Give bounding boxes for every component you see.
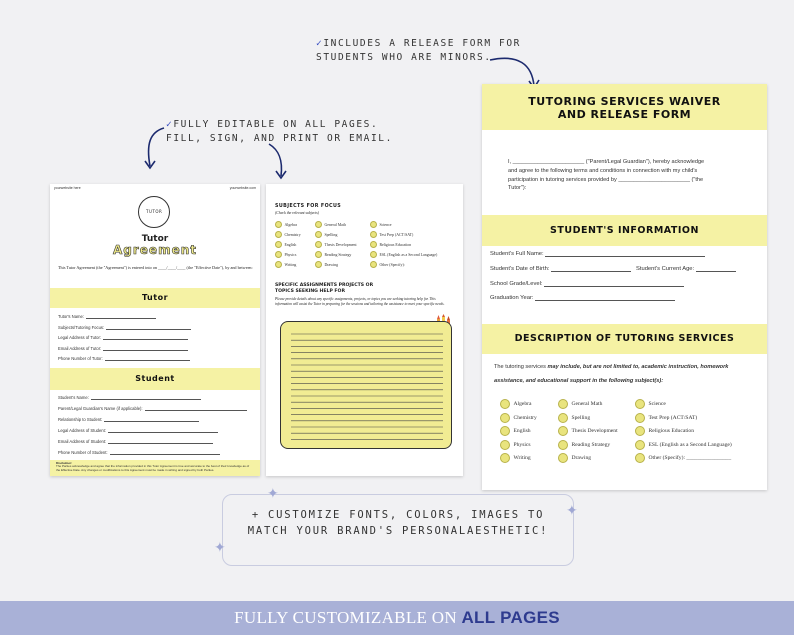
subject-option[interactable]: Chemistry — [500, 413, 537, 423]
checkbox-bubble[interactable] — [558, 399, 568, 409]
checkbox-bubble[interactable] — [370, 261, 377, 268]
form-field[interactable]: Legal Address of Tutor: — [58, 335, 188, 340]
description-text: The tutoring services may include, but are not limited to, academic instruction, homework assistance, and educational support in the following subject(s): — [494, 364, 729, 384]
checkbox-bubble[interactable] — [275, 221, 282, 228]
assignments-heading: SPECIFIC ASSIGNMENTS PROJECTS OR TOPICS SEEKING HELP FOR — [275, 283, 374, 294]
checkbox-bubble[interactable] — [315, 221, 322, 228]
checkbox-bubble[interactable] — [315, 251, 322, 258]
notes-lines — [281, 322, 453, 450]
logo-seal: TUTOR — [138, 196, 170, 228]
checkbox-bubble[interactable] — [370, 241, 377, 248]
subject-option[interactable]: Other (Specify): ________________ — [635, 453, 731, 463]
editable-callout: ✓FULLY EDITABLE ON ALL PAGES. FILL, SIGN, AND PRINT OR EMAIL. — [166, 119, 393, 144]
subjects-page: SUBJECTS FOR FOCUS (Check the relevant subjects) SPECIFIC ASSIGNMENTS PROJECTS OR TOPICS SEEKING HELP FOR Please provide details about any specific assignments, projects, or topics you are seeking tutoring help for. This information will assist the Tutor in preparing for the sessions and tailoring the assistance to meet your specific needs. Algebra Chemistry English Physics Writing General Math Spelling Thesis Development Reading Strategy Drawing Science Test Prep (ACT/SAT) Religious Education ESL (English as a Second Language) Other (Specify): — [266, 184, 463, 476]
grade-field[interactable]: School Grade/Level: — [490, 281, 684, 287]
subject-option[interactable]: General Math — [315, 221, 346, 228]
checkbox-bubble[interactable] — [315, 261, 322, 268]
sparkle-icon: ✦ — [214, 540, 226, 556]
subject-option[interactable]: Physics — [275, 251, 296, 258]
checkbox-bubble[interactable] — [558, 426, 568, 436]
subject-option[interactable]: Chemistry — [275, 231, 301, 238]
subject-option[interactable]: Algebra — [275, 221, 297, 228]
form-field[interactable]: Tutor's Name: — [58, 314, 156, 319]
subject-option[interactable]: Drawing — [315, 261, 338, 268]
checkbox-bubble[interactable] — [370, 251, 377, 258]
tutor-agreement-page: yourwebsite here yourwebsite.com TUTOR Tutor Agreement This Tutor Agreement (the "Agreement") is entered into on ____/____/____ (the "Effective Date"), by and between: Tutor Student Disclaimer: The Parties acknowledge and agree that the information provided in this Tutor Agreement is true and accurate to the best of their knowledge as of the Effective Date. Any changes or modifications to this Agreement must be made in writing and signed by both Parties. Tutor's Name: Subjects/Tutoring Focus: Legal Address of Tutor: Email Address of Tutor: Phone Number of Tutor: Student's Name: Parent/Legal Guardian's Name (if applicable): Relationship to Student: Legal Address of Student: Email Address of Student: Phone Number of Student: — [50, 184, 260, 476]
subject-option[interactable]: Thesis Development — [558, 426, 618, 436]
sparkle-icon: ✦ — [566, 503, 578, 519]
form-field[interactable]: Parent/Legal Guardian's Name (if applicable): — [58, 406, 247, 411]
sparkle-icon: ✦ — [267, 486, 279, 502]
form-field[interactable]: Phone Number of Student: — [58, 450, 220, 455]
subject-option[interactable]: Reading Strategy — [315, 251, 351, 258]
subject-option[interactable]: Spelling — [315, 231, 337, 238]
subject-option[interactable]: Test Prep (ACT/SAT) — [635, 413, 697, 423]
checkbox-bubble[interactable] — [500, 426, 510, 436]
subject-option[interactable]: Other (Specify): — [370, 261, 405, 268]
checkbox-bubble[interactable] — [635, 440, 645, 450]
footer-banner: FULLY CUSTOMIZABLE ON ALL PAGES — [0, 601, 794, 635]
tutor-section-band: Tutor — [50, 288, 260, 308]
release-callout: ✓INCLUDES A RELEASE FORM FOR STUDENTS WHO ARE MINORS. — [316, 38, 521, 63]
subject-option[interactable]: ESL (English as a Second Language) — [635, 440, 732, 450]
subject-option[interactable]: Reading Strategy — [558, 440, 610, 450]
check-icon: ✓ — [166, 119, 174, 130]
subjects-heading: SUBJECTS FOR FOCUS — [275, 204, 342, 209]
subject-option[interactable]: English — [500, 426, 531, 436]
description-band: DESCRIPTION OF TUTORING SERVICES — [482, 324, 767, 354]
form-field[interactable]: Legal Address of Student: — [58, 428, 218, 433]
student-info-band: STUDENT'S INFORMATION — [482, 215, 767, 246]
checkbox-bubble[interactable] — [635, 399, 645, 409]
acknowledgement-text: I, _______________________ ("Parent/Legal Guardian"), hereby acknowledge and agree to the following terms and conditions in connection with my child's participation in tutoring services provided by _______________________ ("the Tutor"): — [508, 159, 705, 192]
subject-option[interactable]: Religious Education — [635, 426, 694, 436]
page-title: Tutor — [141, 234, 169, 244]
graduation-field[interactable]: Graduation Year: — [490, 295, 675, 301]
full-name-field[interactable]: Student's Full Name: — [490, 251, 705, 257]
form-field[interactable]: Phone Number of Tutor: — [58, 356, 190, 361]
checkbox-bubble[interactable] — [315, 241, 322, 248]
checkbox-bubble[interactable] — [635, 426, 645, 436]
age-field[interactable]: Student's Current Age: — [636, 266, 736, 272]
checkbox-bubble[interactable] — [558, 413, 568, 423]
subject-option[interactable]: Drawing — [558, 453, 591, 463]
subject-option[interactable]: Writing — [275, 261, 296, 268]
checkbox-bubble[interactable] — [558, 440, 568, 450]
subject-option[interactable]: Writing — [500, 453, 531, 463]
checkbox-bubble[interactable] — [370, 221, 377, 228]
checkbox-bubble[interactable] — [275, 241, 282, 248]
checkbox-bubble[interactable] — [370, 231, 377, 238]
disclaimer-band: Disclaimer: The Parties acknowledge and agree that the information provided in this Tutor Agreement is true and accurate to the best of their knowledge as of the Effective Date. Any changes or modifications to this Agreement must be made in writing and signed by both Parties. — [50, 460, 260, 476]
curved-arrow-icon — [265, 140, 295, 182]
notes-box[interactable] — [280, 321, 452, 449]
check-icon: ✓ — [316, 38, 324, 49]
checkbox-bubble[interactable] — [500, 413, 510, 423]
subject-option[interactable]: Algebra — [500, 399, 532, 409]
checkbox-bubble[interactable] — [275, 251, 282, 258]
student-section-band: Student — [50, 368, 260, 390]
page-title: TUTORING SERVICES WAIVER AND RELEASE FORM — [528, 95, 721, 121]
subject-option[interactable]: Science — [370, 221, 392, 228]
subject-option[interactable]: Science — [635, 399, 666, 409]
subject-option[interactable]: Thesis Development — [315, 241, 357, 248]
checkbox-bubble[interactable] — [558, 453, 568, 463]
curved-arrow-icon — [140, 124, 170, 174]
subject-option[interactable]: English — [275, 241, 296, 248]
subject-option[interactable]: General Math — [558, 399, 602, 409]
checkbox-bubble[interactable] — [500, 453, 510, 463]
waiver-title-band — [482, 84, 767, 130]
form-field[interactable]: Subjects/Tutoring Focus: — [58, 325, 191, 330]
checkbox-bubble[interactable] — [500, 440, 510, 450]
checkbox-bubble[interactable] — [275, 231, 282, 238]
form-field[interactable]: Email Address of Tutor: — [58, 346, 188, 351]
subject-option[interactable]: Spelling — [558, 413, 590, 423]
dob-field[interactable]: Student's Date of Birth: — [490, 266, 631, 272]
checkbox-bubble[interactable] — [275, 261, 282, 268]
checkbox-bubble[interactable] — [500, 399, 510, 409]
checkbox-bubble[interactable] — [635, 453, 645, 463]
checkbox-bubble[interactable] — [315, 231, 322, 238]
page-subtitle: Agreement — [113, 243, 197, 257]
subject-option[interactable]: ESL (English as a Second Language) — [370, 251, 437, 258]
waiver-release-page — [482, 84, 767, 490]
form-field[interactable]: Email Address of Student: — [58, 439, 213, 444]
subject-option[interactable]: Religious Education — [370, 241, 411, 248]
form-field[interactable]: Student's Name: — [58, 395, 201, 400]
checkbox-bubble[interactable] — [635, 413, 645, 423]
form-field[interactable]: Relationship to Student: — [58, 417, 199, 422]
customize-text: + CUSTOMIZE FONTS, COLORS, IMAGES TO MATCH YOUR BRAND'S PERSONALAESTHETIC! — [247, 509, 549, 537]
subject-option[interactable]: Test Prep (ACT/SAT) — [370, 231, 413, 238]
subject-option[interactable]: Physics — [500, 440, 531, 450]
